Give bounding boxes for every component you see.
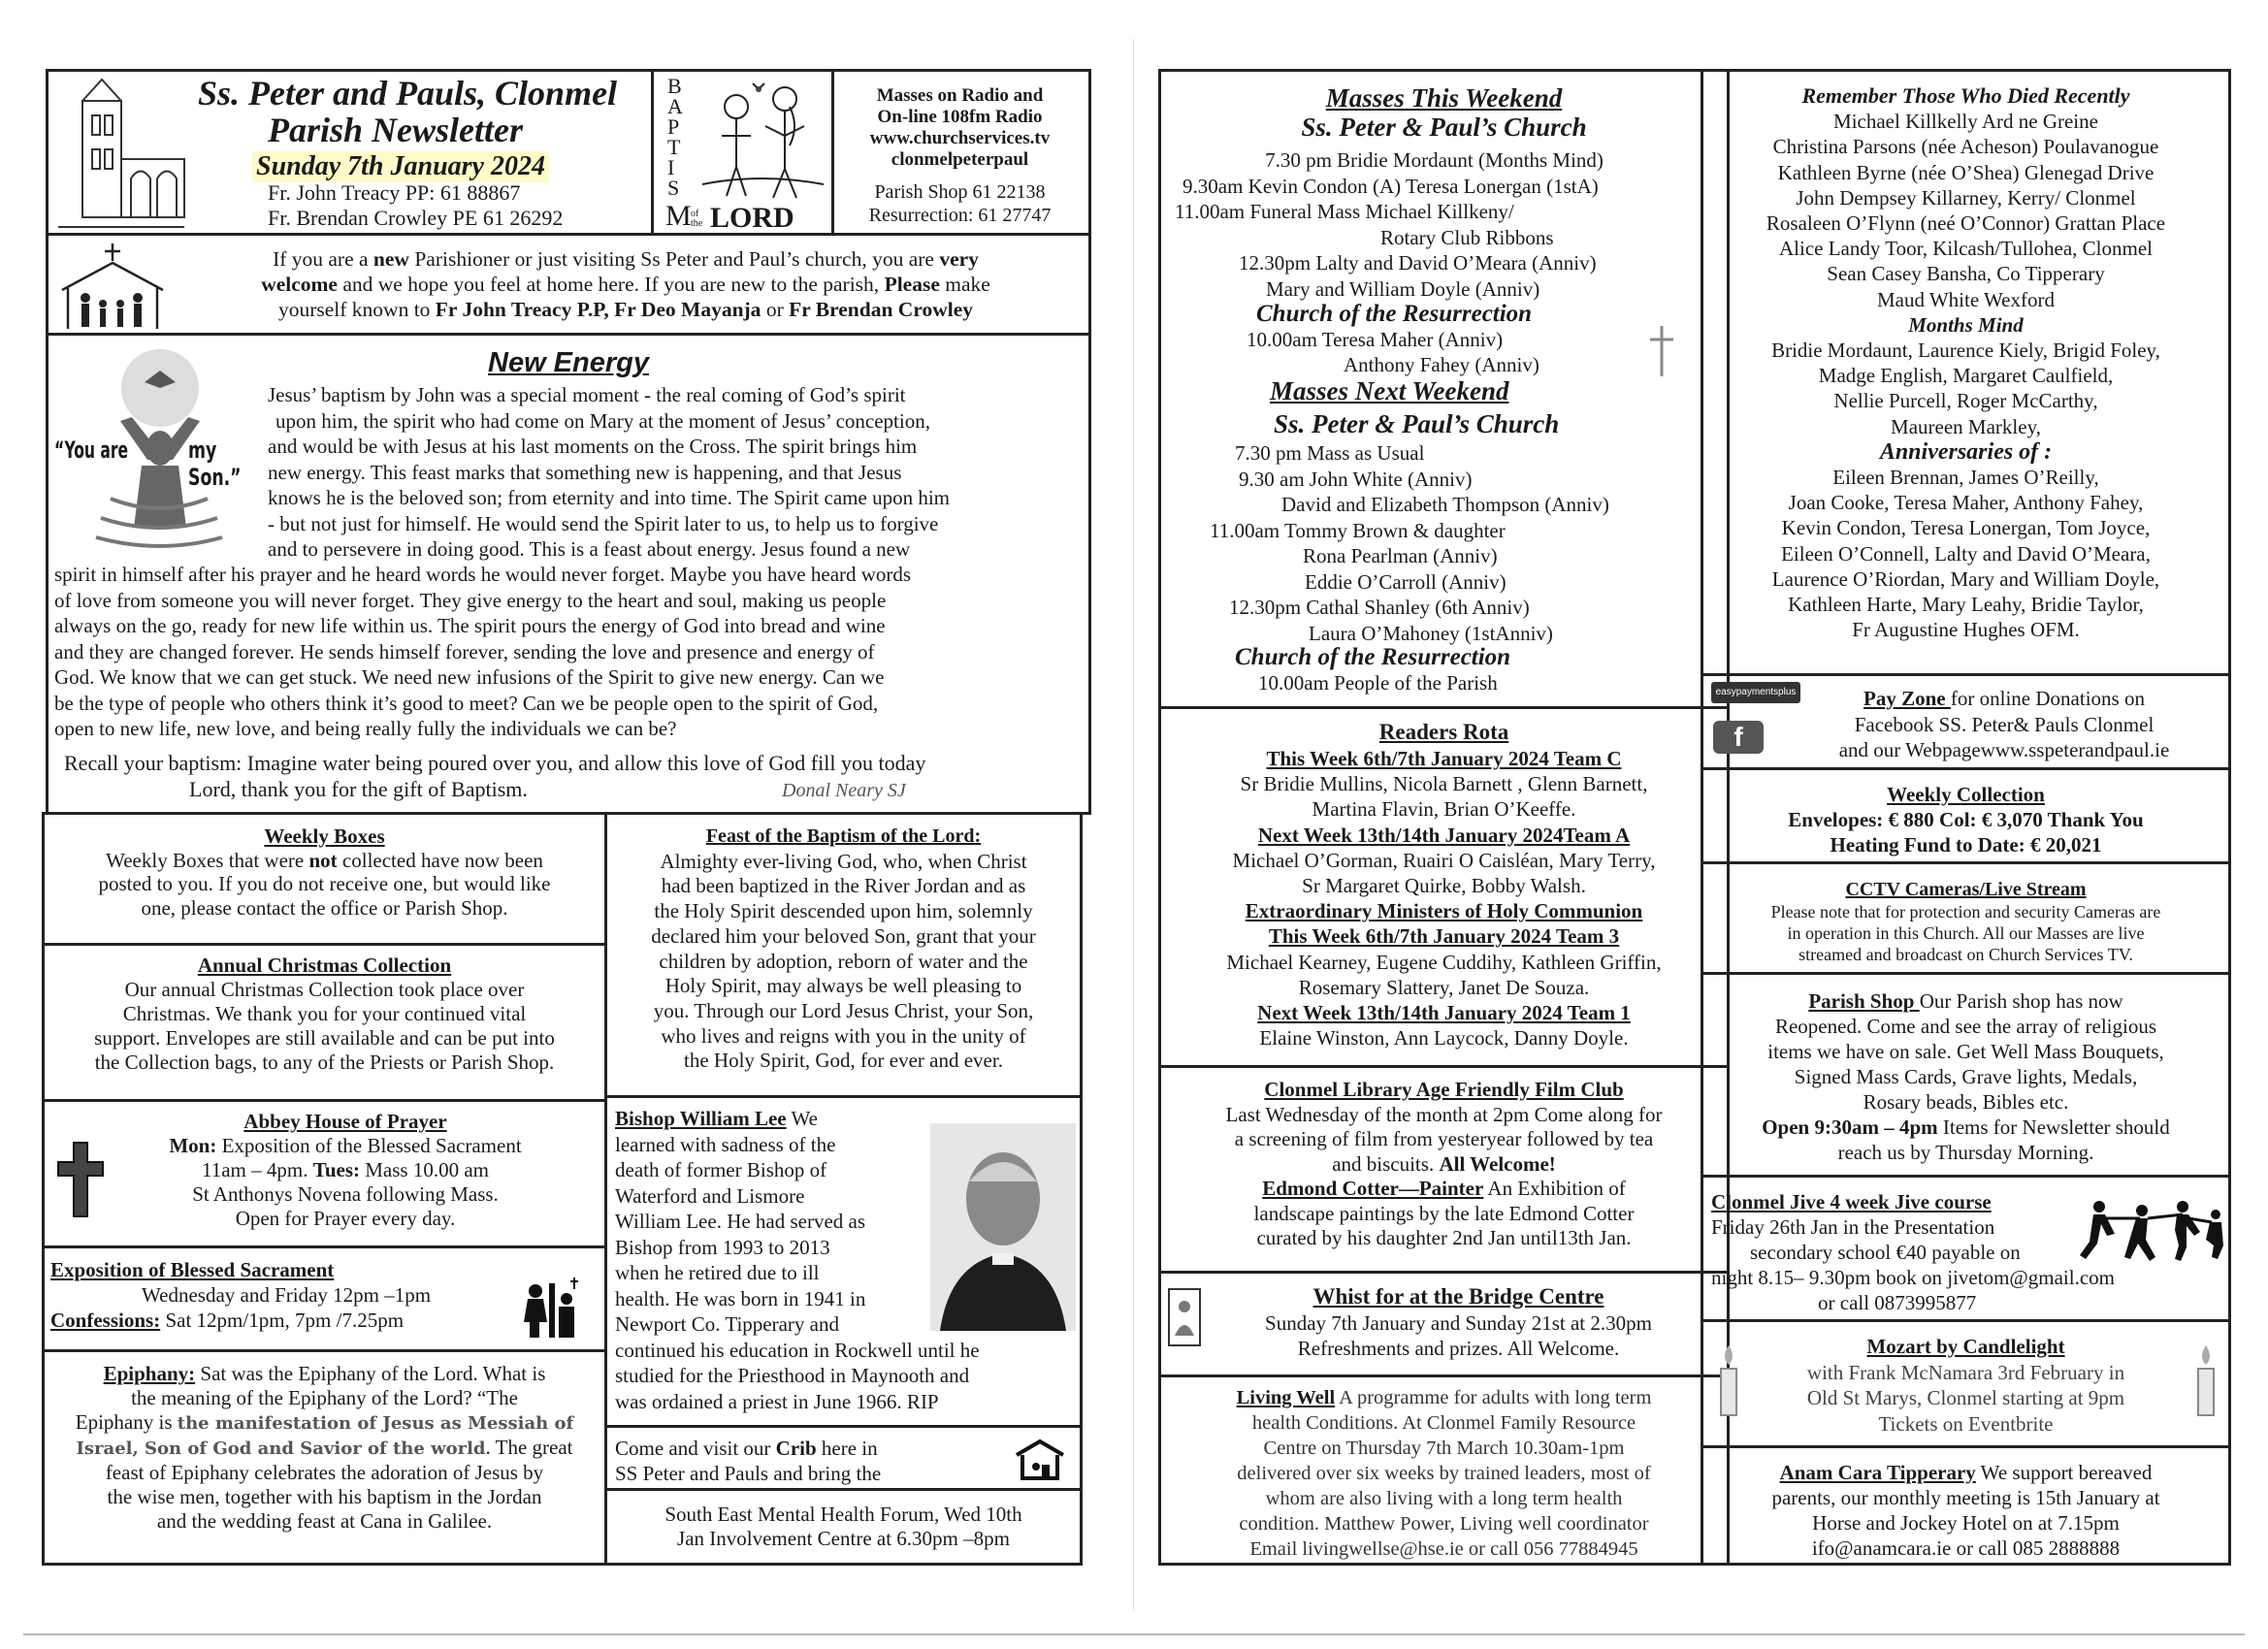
exposition-box — [42, 1245, 607, 1352]
parish-shop-phone: Parish Shop 61 22138 — [874, 181, 1046, 203]
bishop-lee-box: Bishop William Lee We learned with sadness of the death of former Bishop of Waterford and Lismore William Lee. He had served as Bishop from 1993 to 2013 when he retired due to ill health. He was born in 1941 in Newport Co. Tipperary and continued his education in Rockwell until he studied for the Priesthood in Maynooth and was ordained a priest in June 1966. RIP — [604, 1095, 1083, 1428]
radio-line-2: On-line 108fm Radio — [877, 107, 1043, 127]
welcome-box — [46, 233, 1091, 336]
parish-shop-box: Parish Shop Our Parish shop has now Reopened. Come and see the array of religious items we have on sale. Get Well Mass Bouquets, Signed Mass Cards, Grave lights, Medals, Rosary beads, Bibles etc. Open 9:30am – 4pm Items for Newsletter should reach us by Thursday Morning. — [1701, 972, 2231, 1178]
mass-radio-box — [831, 69, 1091, 236]
masses-church-name: Ss. Peter & Paul’s Church — [1301, 113, 1587, 142]
exposition-times: Wednesday and Friday 12pm –1pm — [142, 1283, 432, 1307]
resurrection-phone: Resurrection: 61 27747 — [868, 205, 1052, 226]
welcome-line-1: If you are a new Parishioner or just visiting Ss Peter and Paul’s church, you are very — [273, 247, 979, 271]
dancers-icon — [2074, 1197, 2229, 1265]
confessions-line: Confessions: Sat 12pm/1pm, 7pm /7.25pm — [50, 1309, 405, 1332]
readers-rota-box: Readers Rota This Week 6th/7th January 2024 Team C Sr Bridie Mullins, Nicola Barnett , Glenn Barnett, Martina Flavin, Brian O’Keeffe. Next Week 13th/14th January 2024Team A Michael O’Gorman, Ruairi O Caisléan, Mary Terry, Sr Margaret Quirke, Bobby Walsh. Extraordinary Ministers of Holy Communion This Week 6th/7th January 2024 Team 3 Michael Kearney, Eugene Cuddihy, Kathleen Griffin, Rosemary Slattery, Janet De Souza. Next Week 13th/14th January 2024 Team 1 Elaine Winston, Ann Laycock, Danny Doyle. — [1158, 706, 1730, 1068]
newsletter-title-line2: Parish Newsletter — [268, 111, 524, 149]
anniversaries-title: Anniversaries of : — [1879, 438, 2053, 465]
readers-rota-title: Readers Rota — [1378, 720, 1509, 744]
jive-title: Clonmel Jive 4 week Jive course — [1711, 1190, 1992, 1213]
resurrection-title: Church of the Resurrection — [1256, 301, 1533, 327]
header-title-box — [190, 69, 654, 236]
epiphany-box: Epiphany: Sat was the Epiphany of the Lord. What is the meaning of the Epiphany of the Lord? “The Epiphany is the manifestation of Jesus as Messiah of Israel, Son of God and Savior of the world. The great feast of Epiphany celebrates the adoration of Jesus by the wise men, together with his baptism in the Jordan and the wedding feast at Cana in Galilee. — [42, 1349, 607, 1566]
bishop-title: Bishop William Lee — [615, 1107, 787, 1130]
baptism-of-the-lord-box — [651, 69, 834, 236]
thanks-line: Lord, thank you for the gift of Baptism. — [189, 777, 528, 801]
newsletter-title-line1: Ss. Peter and Pauls, Clonmel — [198, 74, 618, 113]
baptism-letter-m: M — [665, 200, 692, 232]
masses-next-weekend-title: Masses Next Weekend — [1270, 376, 1509, 405]
my-son-caption: my Son.” — [188, 436, 242, 491]
you-are-caption: “You are — [54, 436, 129, 464]
library-film-club-box: Clonmel Library Age Friendly Film Club Last Wednesday of the month at 2pm Come along for a screening of film from yesteryear followed by tea and biscuits. All Welcome! Edmond Cotter—Painter An Exhibition of landscape paintings by the late Edmond Cotter curated by his daughter 2nd Jan until13th Jan. — [1158, 1065, 1730, 1274]
mozart-title: Mozart by Candlelight — [1866, 1335, 2065, 1358]
radio-website-link[interactable]: www.churchservices.tv — [869, 128, 1051, 148]
anam-cara-title: Anam Cara Tipperary — [1779, 1461, 1976, 1484]
webpage-link[interactable]: and our Webpagewww.sspeterandpaul.ie — [1838, 738, 2170, 761]
collection-title: Weekly Collection — [1887, 783, 2045, 806]
weekly-boxes-box: Weekly Boxes Weekly Boxes that were not collected have now been posted to you. If you do not receive one, but would like one, please contact the office or Parish Shop. — [42, 812, 607, 946]
new-energy-body-narrow: Jesus’ baptism by John was a special moment - the real coming of God’s spirit upon him, the spirit who had come on Mary at the moment of Jesus’ conception, and would be with Jesus at his last moments on the Cross. The spirit brings him new energy. This feast marks that something new is happening, and that Jesus knows he is the beloved son; from eternity and into time. The Spirit came upon him - but not just for himself. He would send the Spirit later to us, to help us to forgive and to persevere in doing good. This is a feast about energy. Jesus found a new — [268, 383, 950, 561]
exposition-title: Exposition of Blessed Sacrament — [50, 1258, 335, 1281]
nativity-crib-icon — [1013, 1438, 1067, 1480]
remember-title: Remember Those Who Died Recently — [1801, 83, 2130, 108]
remember-box: Remember Those Who Died Recently Michael Killkelly Ard ne Greine Christina Parsons (née Acheson) Poulavanogue Kathleen Byrne (née O’Shea) Glenegad Drive John Dempsey Killarney, Kerry/ Clonmel Rosaleen O’Flynn (neé O’Connor) Grattan Place Alice Landy Toor, Kilcash/Tullohea, Clonmel Sean Casey Bansha, Co Tipperary Maud White Wexford Months Mind Bridie Mordaunt, Laurence Kiely, Brigid Foley, Madge English, Margaret Caulfield, Nellie Purcell, Roger McCarthy, Maureen Markley, Anniversaries of : Eileen Brennan, James O’Reilly, Joan Cooke, Teresa Maher, Anthony Fahey, Kevin Condon, Teresa Lonergan, Tom Joyce, Eileen O’Connell, Lalty and David O’Meara, Laurence O’Riordan, Mary and William Doyle, Kathleen Harte, Mary Leahy, Bridie Taylor, Fr Augustine Hughes OFM. — [1701, 69, 2231, 676]
baptism-lord-word: LORD — [710, 202, 794, 234]
mental-health-box: South East Mental Health Forum, Wed 10th Jan Involvement Centre at 6.30pm –8pm — [604, 1488, 1083, 1566]
christmas-collection-box: Annual Christmas Collection Our annual Christmas Collection took place over Christmas. We thank you for your continued vital support. Envelopes are still available and can be put into the Collection bags, to any of the Priests or Parish Shop. — [42, 943, 607, 1102]
weekly-boxes-title: Weekly Boxes — [264, 824, 385, 848]
living-well-title: Living Well — [1236, 1387, 1336, 1408]
facebook-icon[interactable]: f — [1713, 721, 1764, 754]
weekly-collection-box: Weekly Collection Envelopes: € 880 Col: € 3,070 Thank You Heating Fund to Date: € 20,021 — [1701, 767, 2231, 864]
crib-box: Come and visit our Crib here in SS Peter and Pauls and bring the — [604, 1425, 1083, 1491]
new-energy-title: New Energy — [488, 347, 649, 378]
parish-shop-title: Parish Shop — [1808, 989, 1920, 1013]
next-resurrection-title: Church of the Resurrection — [1235, 644, 1511, 670]
confession-icon — [518, 1276, 582, 1340]
months-mind-title: Months Mind — [1908, 312, 2024, 337]
radio-channel: clonmelpeterpaul — [891, 149, 1029, 170]
playing-card-icon — [1167, 1287, 1202, 1347]
whist-title: Whist for at the Bridge Centre — [1312, 1284, 1604, 1309]
priest-1-contact: Fr. John Treacy PP: 61 88867 — [268, 180, 521, 205]
cctv-title: CCTV Cameras/Live Stream — [1845, 879, 2087, 900]
jive-box: Clonmel Jive 4 week Jive course Friday 26th Jan in the Presentation secondary school €40 payable on night 8.15– 9.30pm book on jivetom@gmail.com or call 0873995877 — [1701, 1175, 2231, 1322]
masses-box: Masses This Weekend Ss. Peter & Paul’s Church 7.30 pm Bridie Mordaunt (Months Mind) 9.30am Kevin Condon (A) Teresa Lonergan (1stA) 11.00am Funeral Mass Michael Killkeny/ Rotary Club Ribbons 12.30pm Lalty and David O’Meara (Anniv) Mary and William Doyle (Anniv) Church of the Resurrection 10.00am Teresa Maher (Anniv) Anthony Fahey (Anniv) Masses Next Weekend Ss. Peter & Paul’s Church 7.30 pm Mass as Usual 9.30 am John White (Anniv) David and Elizabeth Thompson (Anniv) 11.00am Tommy Brown & daughter Rona Pearlman (Anniv) Eddie O’Carroll (Anniv) 12.30pm Cathal Shanley (6th Anniv) Laura O’Mahoney (1stAnniv) Church of the Resurrection 10.00am People of the Parish — [1158, 69, 1730, 709]
recall-baptism-line: Recall your baptism: Imagine water being poured over you, and allow this love of God fill you today — [64, 751, 926, 775]
newsletter-date: Sunday 7th January 2024 — [252, 151, 549, 182]
new-energy-box — [46, 333, 1091, 815]
library-title: Clonmel Library Age Friendly Film Club — [1264, 1078, 1624, 1101]
author-name: Donal Neary SJ — [782, 780, 906, 801]
feast-title: Feast of the Baptism of the Lord: — [705, 825, 982, 847]
right-page — [1134, 0, 2268, 1649]
anam-cara-box: Anam Cara Tipperary We support bereaved parents, our monthly meeting is 15th January at Horse and Jockey Hotel on at 7.15pm ifo@anamcara.ie or call 085 2888888 — [1701, 1445, 2231, 1566]
next-church-name: Ss. Peter & Paul’s Church — [1274, 409, 1560, 438]
candle-left-icon — [1711, 1342, 1746, 1419]
small-cross-icon — [1642, 322, 1681, 380]
cctv-box: CCTV Cameras/Live Stream Please note that for protection and security Cameras are in operation in this Church. All our Masses are live streamed and broadcast on Church Services TV. — [1701, 861, 2231, 975]
page-center-fold — [1133, 39, 1134, 1610]
baptism-image — [52, 343, 268, 557]
christmas-collection-title: Annual Christmas Collection — [197, 954, 452, 977]
easy-payments-logo: easypaymentsplus — [1711, 682, 1800, 703]
welcome-line-2: welcome and we hope you feel at home here. If you are new to the parish, Please make — [261, 273, 990, 296]
candle-right-icon — [2188, 1342, 2223, 1419]
page-bottom-edge — [23, 1633, 2245, 1635]
baptism-of-the: of the — [691, 209, 703, 229]
church-tower-icon — [49, 72, 192, 235]
abbey-house-box: Abbey House of Prayer Mon: Exposition of the Blessed Sacrament 11am – 4pm. Tues: Mass 10.00 am St Anthonys Novena following Mass. Open for Prayer every day. — [42, 1099, 607, 1248]
living-well-box: Living Well A programme for adults with long term health Conditions. At Clonmel Family Resource Centre on Thursday 7th March 10.30am-1pm delivered over six weeks by trained leaders, most of whom are also living with a long term health condition. Matthew Power, Living well coordinator Email livingwellse@hse.ie or call 056 77884945 — [1158, 1374, 1730, 1566]
baptism-letters: B A P T I S — [667, 74, 683, 200]
feast-baptism-box: Feast of the Baptism of the Lord: Almighty ever-living God, who, when Christ had been baptized in the River Jordan and as the Holy Spirit descended upon him, solemnly declared him your beloved Son, grant that your children by adoption, reborn of water and the Holy Spirit, may always be well pleasing to you. Through our Lord Jesus Christ, your Son, who lives and reigns with you in the unity of the Holy Spirit, God, for ever and ever. — [604, 812, 1083, 1098]
bishop-portrait-photo — [930, 1123, 1076, 1331]
new-energy-body-wide: spirit in himself after his prayer and he heard words he would never forget. Maybe you have heard words of love from someone you will never forget. They give energy to the heart and soul, making us people always on the go, ready for new life within us. The spirit pours the energy of God into bread and wine and they are changed forever. He sends himself forever, sending the love and presence and energy of God. We know that we can get stuck. We need new infusions of the Spirit to give new energy. Can we be the type of people who others think it’s good to meet? Can we be people open to the spirit of God, open to new life, new love, and being really fully the individuals we can be? — [54, 563, 912, 740]
mozart-box: Mozart by Candlelight with Frank McNamara 3rd February in Old St Marys, Clonmel starting at 9pm Tickets on Eventbrite — [1701, 1319, 2231, 1448]
masses-this-weekend-title: Masses This Weekend — [1325, 83, 1563, 113]
welcome-line-3: yourself known to Fr John Treacy P.P, Fr Deo Mayanja or Fr Brendan Crowley — [277, 298, 974, 321]
payzone-title: Pay Zone — [1863, 687, 1951, 710]
family-church-icon — [54, 242, 171, 333]
baptism-scene-icon — [693, 78, 828, 202]
payzone-box: easypaymentsplus f Pay Zone for online Donations on Facebook SS. Peter& Pauls Clonmel and our Webpagewww.sspeterandpaul.ie — [1701, 673, 2231, 770]
priest-2-contact: Fr. Brendan Crowley PE 61 26292 — [268, 206, 564, 230]
abbey-title: Abbey House of Prayer — [243, 1110, 447, 1133]
whist-box: Whist for at the Bridge Centre Sunday 7th January and Sunday 21st at 2.30pm Refreshments and prizes. All Welcome. — [1158, 1271, 1730, 1377]
header-church-image-box — [46, 69, 193, 236]
cross-icon — [56, 1141, 105, 1218]
radio-line-1: Masses on Radio and — [876, 85, 1044, 106]
